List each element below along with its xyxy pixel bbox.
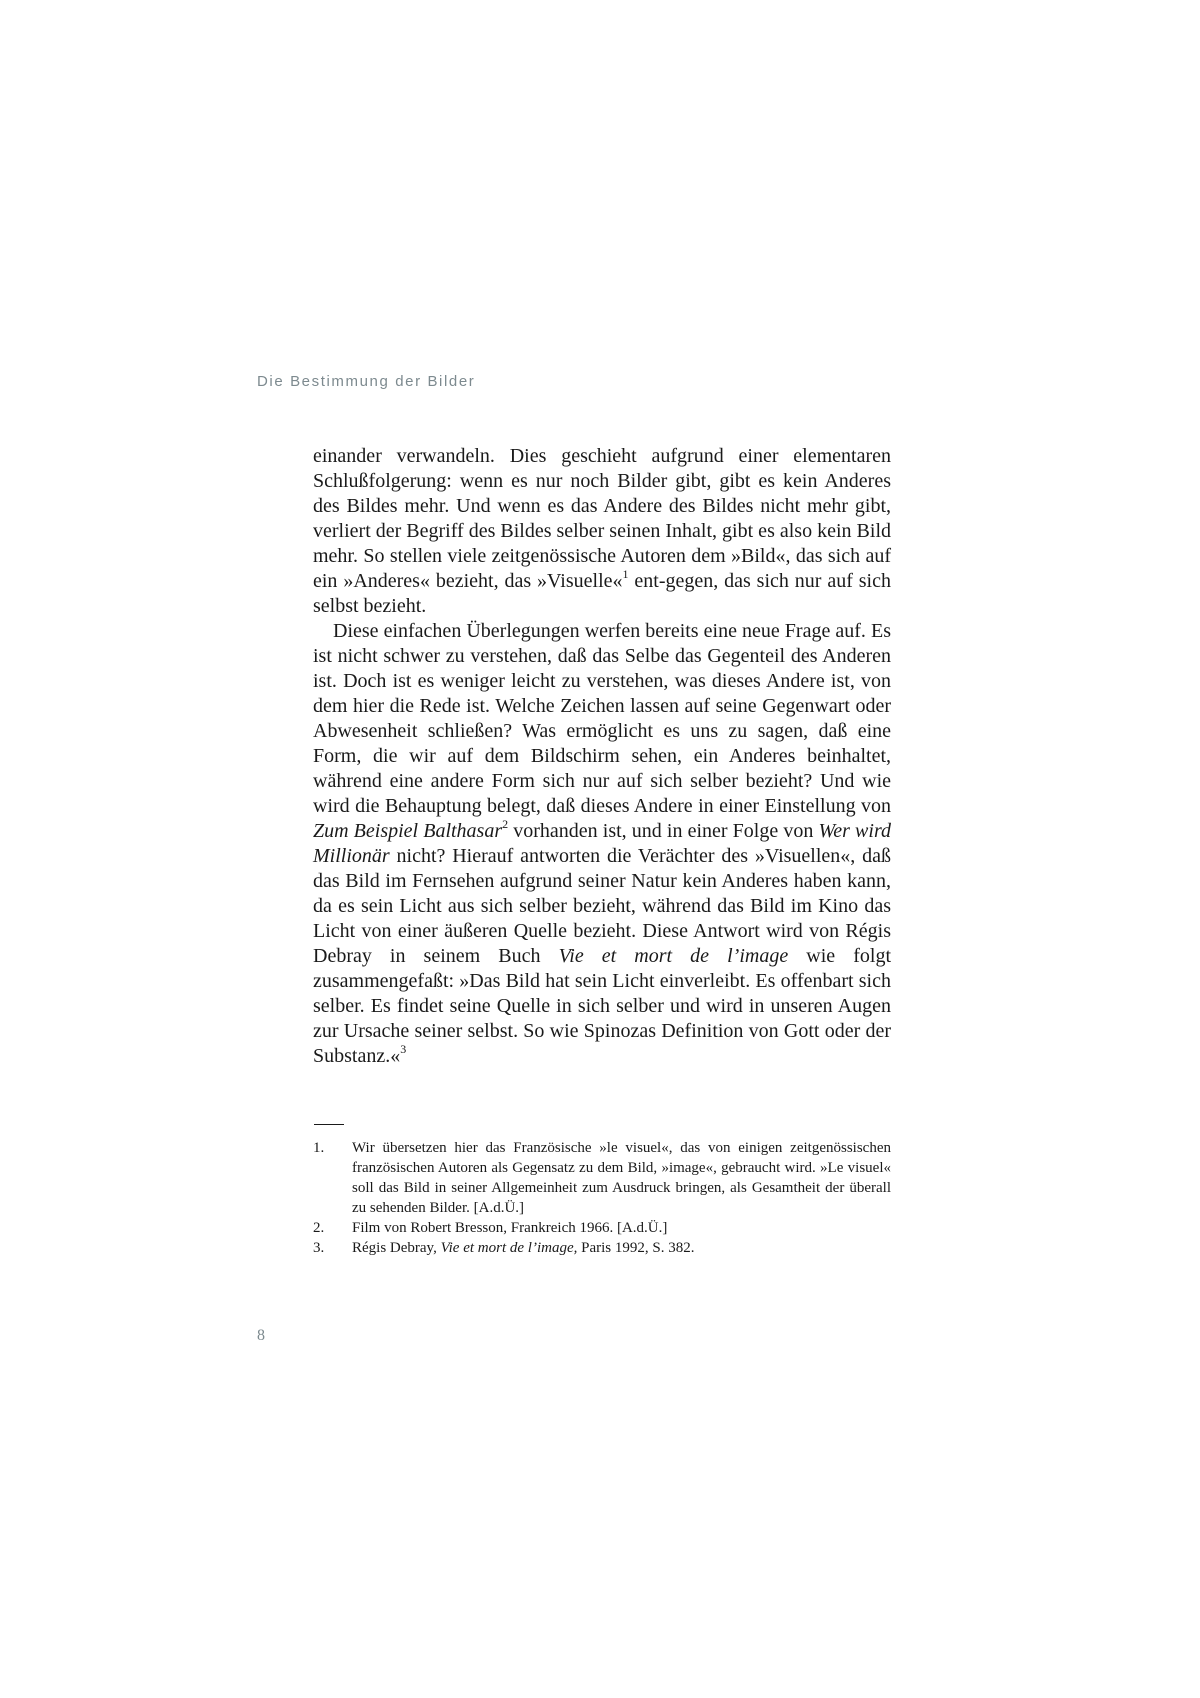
footnote-text	[352, 1238, 891, 1258]
text-segment: ent-gegen, das sich nur auf sich selbst bezieht.	[313, 570, 891, 617]
footnote-reference: 2	[502, 817, 509, 831]
footnote	[313, 1218, 891, 1238]
text-segment: wie folgt zusammengefaßt: »Das Bild hat sein Licht einverleibt. Es offenbart sich selber. Es findet seine Quelle in sich selber und wird in unseren Augen zur Ursache seiner selbst. So wie Spinozas Definition von Gott oder der Substanz.«	[313, 945, 891, 1067]
text-segment: Régis Debray,	[352, 1240, 441, 1256]
text-segment: vorhanden ist, und in einer Folge von	[508, 820, 819, 842]
footnote-reference: 3	[400, 1042, 407, 1056]
footnote-text	[352, 1138, 891, 1218]
footnotes	[313, 1138, 891, 1258]
italic-title: Vie et mort de l’image	[558, 945, 789, 967]
italic-title: Vie et mort de l’image,	[440, 1240, 578, 1256]
footnote	[313, 1238, 891, 1258]
italic-title: Zum Beispiel Balthasar	[313, 820, 503, 842]
footnote-text	[352, 1218, 891, 1238]
text-segment: Film von Robert Bresson, Frankreich 1966. [A.d.Ü.]	[352, 1220, 668, 1236]
footnote-reference: 1	[622, 567, 629, 581]
text-segment: Paris 1992, S. 382.	[577, 1240, 695, 1256]
footnote-number: 2.	[313, 1220, 325, 1236]
paragraph	[313, 619, 891, 1069]
footnote-number: 1.	[313, 1140, 325, 1156]
text-segment: nicht? Hierauf antworten die Verächter des »Visuellen«, daß das Bild im Fernsehen aufgrund seiner Natur kein Anderes haben kann, da es sein Licht aus sich selber bezieht, während das Bild im Kino das Licht von einer äußeren Quelle bezieht. Diese Antwort wird von Régis Debray in seinem Buch	[313, 845, 891, 967]
footnote	[313, 1138, 891, 1218]
text-segment: Diese einfachen Überlegungen werfen bereits eine neue Frage auf. Es ist nicht schwer zu verstehen, daß das Selbe das Gegenteil des Anderen ist. Doch ist es weniger leicht zu verstehen, was dieses Andere ist, von dem hier die Rede ist. Welche Zeichen lassen auf seine Gegenwart oder Abwesenheit schließen? Was ermöglicht es uns zu sagen, daß eine Form, die wir auf dem Bildschirm sehen, ein Anderes beinhaltet, während eine andere Form sich nur auf sich selber bezieht? Und wie wird die Behauptung belegt, daß dieses Andere in einer Einstellung von	[313, 620, 891, 817]
paragraph	[313, 444, 891, 619]
footnote-rule	[314, 1124, 344, 1125]
page-number: 8	[257, 1327, 265, 1344]
main-text	[313, 444, 891, 1069]
text-segment: einander verwandeln. Dies geschieht aufgrund einer elementaren Schlußfolgerung: wenn es nur noch Bilder gibt, gibt es kein Anderes des Bildes mehr. Und wenn es das Andere des Bildes nicht mehr gibt, verliert der Begriff des Bildes selber seinen Inhalt, gibt es also kein Bild mehr. So stellen viele zeitgenössische Autoren dem »Bild«, das sich auf ein »Anderes« bezieht, das »Visuelle«	[313, 445, 891, 592]
running-head: Die Bestimmung der Bilder	[257, 373, 476, 390]
text-segment: Wir übersetzen hier das Französische »le visuel«, das von einigen zeitgenössischen französischen Autoren als Gegensatz zu dem Bild, »image«, gebraucht wird. »Le visuel« soll das Bild in seiner Allgemeinheit zum Ausdruck bringen, als Gesamtheit der überall zu sehenden Bilder. [A.d.Ü.]	[352, 1140, 891, 1216]
footnote-number: 3.	[313, 1240, 325, 1256]
italic-title: Wer wird Millionär	[313, 820, 891, 867]
